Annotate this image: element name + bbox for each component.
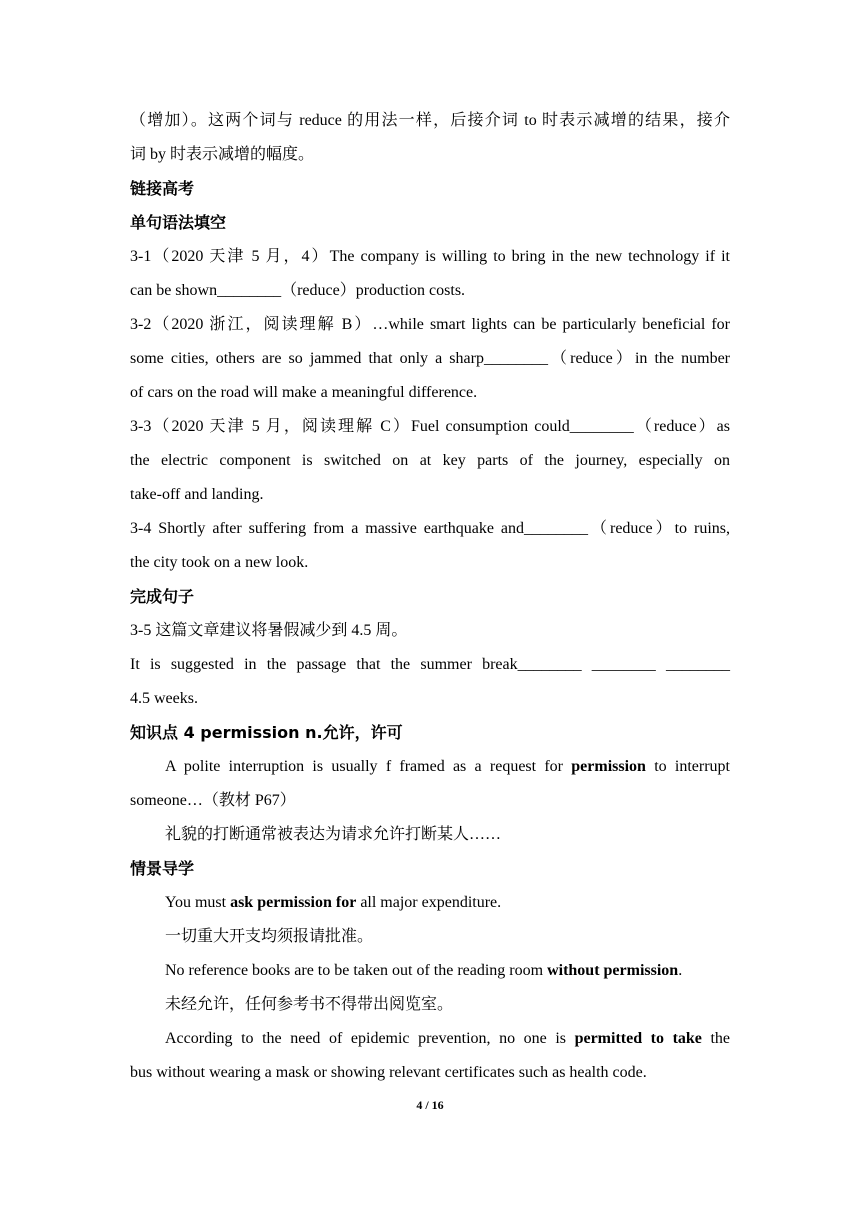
example-sentence-line: [130, 750, 730, 784]
question-3-3-line: the electric component is switched on at key parts of the journey, especially on: [130, 452, 730, 469]
keyword-permission: permission: [571, 758, 646, 775]
section-heading-complete-sentence: 完成句子: [130, 587, 195, 606]
sentence-text: .: [678, 962, 683, 979]
question-3-1-line: 3-1（2020 天津 5 月，4）The company is willing to bring in the new technology if it: [130, 248, 730, 265]
sentence-text: You must: [165, 894, 231, 911]
question-3-4-line: the city took on a new look.: [130, 554, 309, 571]
sentence-text: the: [701, 1030, 731, 1047]
situation-translation-2: 未经允许，任何参考书不得带出阅览室。: [165, 996, 454, 1013]
paragraph-line: （增加）。这两个词与 reduce 的用法一样，后接介词 to 时表示减增的结果，接介: [130, 112, 730, 129]
question-3-2-line: some cities, others are so jammed that only a sharp________（reduce）in the number: [130, 350, 730, 367]
question-3-2-line: of cars on the road will make a meaningful difference.: [130, 384, 478, 401]
situation-sentence-3-continued: bus without wearing a mask or showing relevant certificates such as health code.: [130, 1064, 647, 1081]
section-heading-grammar-fill: 单句语法填空: [130, 213, 227, 232]
keyword-permitted-to-take: permitted to take: [574, 1030, 702, 1047]
sentence-text: all major expenditure.: [356, 894, 502, 911]
example-text: to interrupt: [645, 758, 730, 775]
section-heading-situation: 情景导学: [130, 859, 195, 878]
question-3-5-line: 4.5 weeks.: [130, 690, 198, 707]
page-content: [130, 104, 730, 1090]
example-translation: 礼貌的打断通常被表达为请求允许打断某人……: [165, 826, 502, 843]
question-3-5-prompt: 3-5 这篇文章建议将暑假减少到 4.5 周。: [130, 622, 408, 639]
sentence-text: No reference books are to be taken out of the reading room: [165, 962, 548, 979]
question-3-5-line: It is suggested in the passage that the summer break________ ________ ________: [130, 656, 730, 673]
question-3-1-line: can be shown________（reduce）production costs.: [130, 282, 466, 299]
question-3-3-line: 3-3（2020 天津 5 月，阅读理解 C）Fuel consumption could________（reduce）as: [130, 418, 730, 435]
example-sentence-line: someone…（教材 P67）: [130, 792, 296, 809]
sentence-text: According to the need of epidemic prevention, no one is: [165, 1030, 575, 1047]
section-heading-link-exam: 链接高考: [130, 179, 195, 198]
keyword-ask-permission-for: ask permission for: [230, 894, 357, 911]
question-3-2-line: 3-2（2020 浙江，阅读理解 B）…while smart lights can be particularly beneficial for: [130, 316, 730, 333]
question-3-3-line: take-off and landing.: [130, 486, 264, 503]
situation-sentence-3: [130, 1022, 730, 1056]
page-number: 4 / 16: [416, 1098, 444, 1112]
example-text: A polite interruption is usually f framed as a request for: [165, 758, 572, 775]
paragraph-line: 词 by 时表示减增的幅度。: [130, 146, 315, 163]
keyword-without-permission: without permission: [547, 962, 679, 979]
situation-sentence-1: [130, 886, 730, 920]
question-3-4-line: 3-4 Shortly after suffering from a massive earthquake and________（reduce）to ruins,: [130, 520, 730, 537]
knowledge-point-4-heading: 知识点 4 permission n.允许，许可: [130, 723, 403, 742]
situation-sentence-2: [130, 954, 730, 988]
situation-translation-1: 一切重大开支均须报请批准。: [165, 928, 374, 945]
